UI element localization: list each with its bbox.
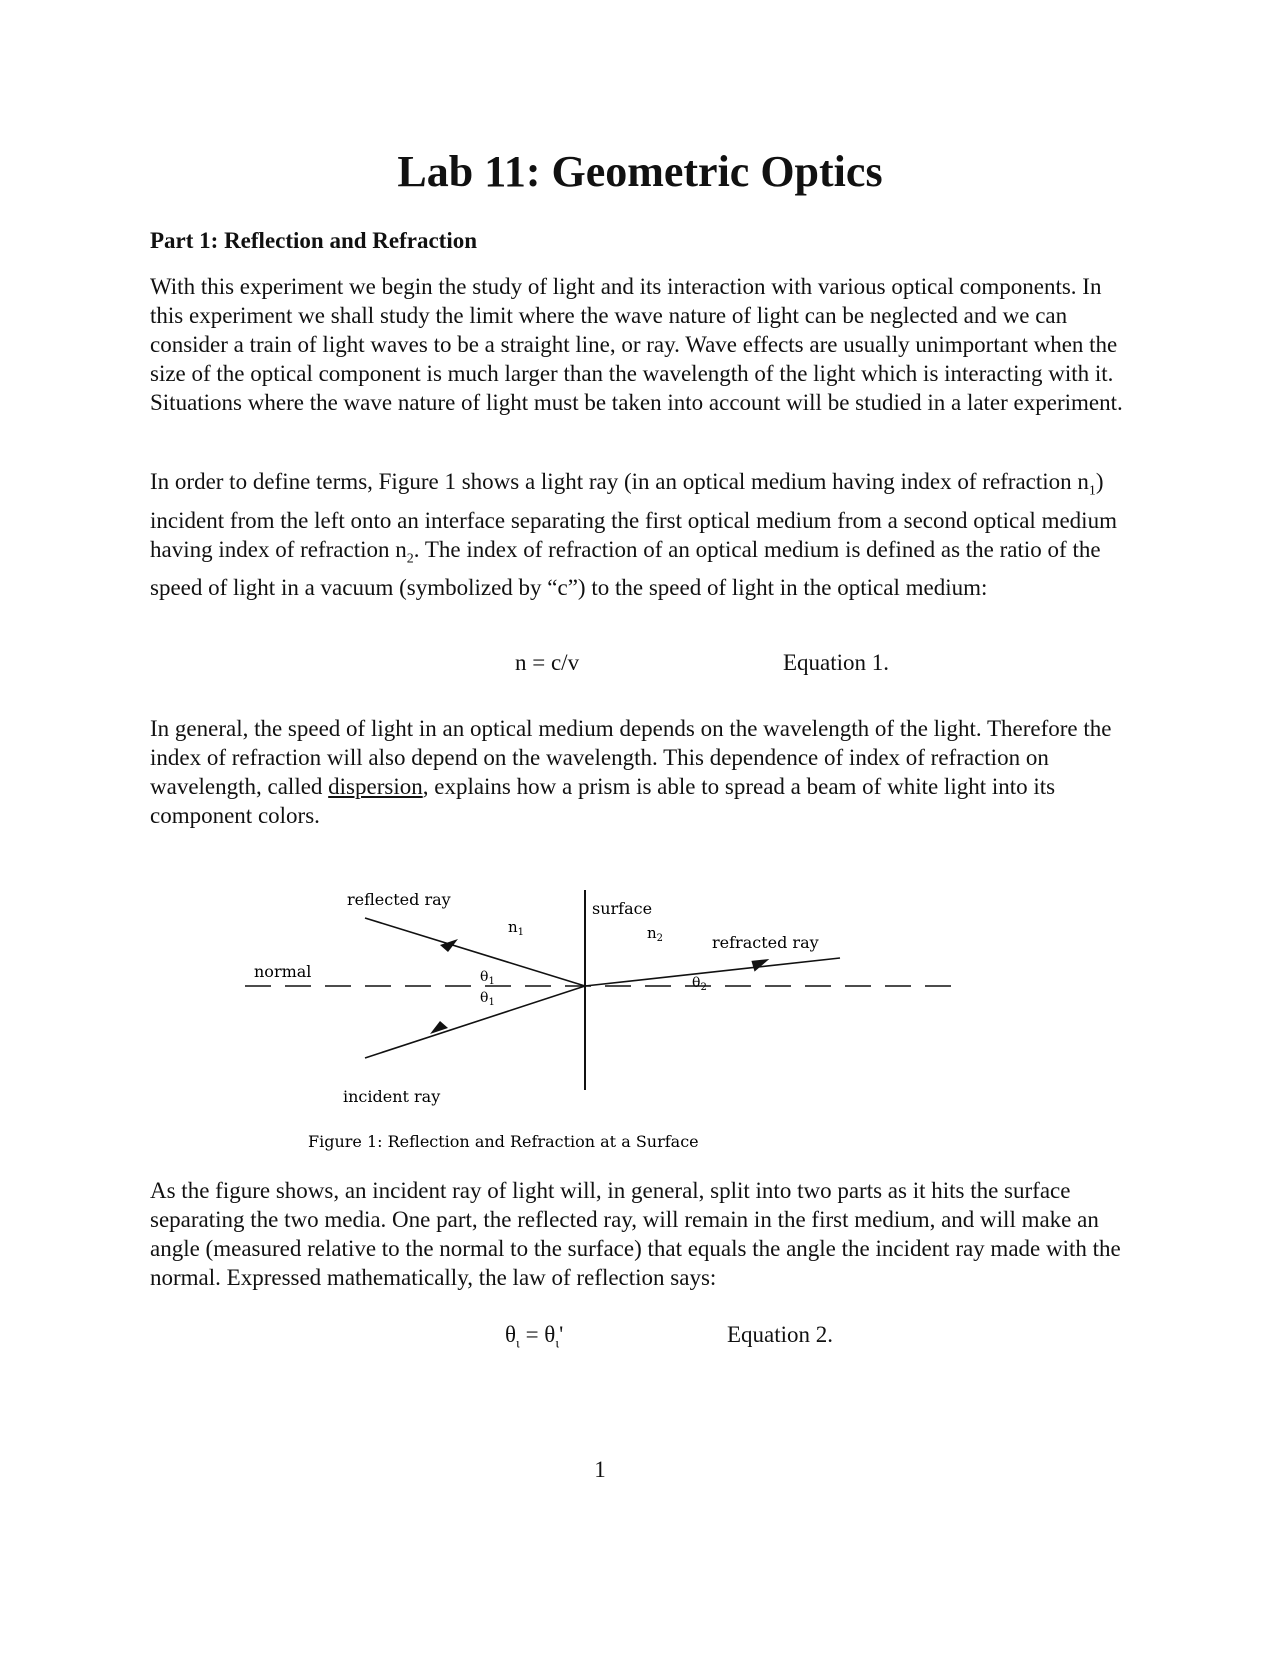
equation-theta: θ — [544, 1322, 556, 1347]
figure-caption: Figure 1: Reflection and Refraction at a Surface — [308, 1132, 699, 1151]
equation-theta: θ — [505, 1322, 517, 1347]
theta-symbol: θ — [480, 969, 489, 985]
theta-subscript: 1 — [488, 997, 495, 1008]
paragraph-intro: With this experiment we begin the study of light and its interaction with various optical components. In this experiment we shall study the limit where the wave nature of light can be neglected and we can consider a train of light waves to be a straight line, or ray. Wave effects are usually unimportant when the size of the optical component is much larger than the wavelength of the light which is interacting with it. Situations where the wave nature of light must be taken into account will be studied in a later experiment. — [150, 274, 1123, 415]
equation-subscript: ι — [516, 1336, 520, 1352]
label-n2 — [647, 924, 663, 944]
paragraph-dispersion — [150, 714, 1125, 830]
label-n1 — [508, 918, 524, 938]
equation-1-label: Equation 1. — [783, 650, 890, 675]
page-number: 1 — [594, 1457, 606, 1482]
refracted-ray-line — [585, 958, 840, 986]
subscript: 1 — [1088, 483, 1096, 499]
subscript: 2 — [406, 551, 414, 567]
theta-symbol: θ — [480, 990, 489, 1006]
section-heading: Part 1: Reflection and Refraction — [150, 228, 478, 253]
label-n2-base: n — [647, 924, 657, 942]
equation-subscript: ι — [555, 1336, 560, 1352]
label-reflected-ray: reflected ray — [347, 890, 451, 909]
reflected-ray-line — [365, 918, 585, 986]
label-theta2 — [692, 975, 707, 993]
equation-2-expression — [505, 1322, 563, 1353]
paragraph-text: . The index of refraction of an optical medium is defined as the ratio of the speed of light in a vacuum (symbolized by “c”) to the speed of light in the optical medium: — [150, 536, 1101, 601]
label-theta1-reflected — [480, 969, 495, 987]
paragraph-text: In order to define terms, Figure 1 shows a light ray (in an optical medium having index of refraction n — [150, 469, 1089, 494]
figure-reflection-refraction — [240, 890, 980, 1170]
label-n1-base: n — [508, 918, 518, 936]
paragraph-text: ) incident from the left onto an interface separating the first optical medium from a second optical medium having index of refraction n — [150, 469, 1117, 562]
label-n2-sub: 2 — [656, 933, 664, 944]
equation-equals: = — [519, 1322, 545, 1347]
equation-2-label: Equation 2. — [727, 1322, 834, 1347]
label-incident-ray: incident ray — [343, 1087, 441, 1106]
equation-1-expression: n = c/v — [515, 650, 580, 675]
paragraph-reflection: As the figure shows, an incident ray of light will, in general, split into two parts as it hits the surface separating the two media. One part, the reflected ray, will remain in the first medium, and will make an angle (measured relative to the normal to the surface) that equals the angle the incident ray made with the normal. Expressed mathematically, the law of reflection says: — [150, 1178, 1121, 1290]
paragraph-definitions — [150, 467, 1125, 602]
theta-subscript: 2 — [700, 982, 707, 993]
theta-subscript: 1 — [488, 976, 495, 987]
equation-prime: ' — [559, 1322, 564, 1347]
page-title: Lab 11: Geometric Optics — [397, 147, 883, 196]
paragraph-text: In general, the speed of light in an optical medium depends on the wavelength of the light. Therefore the index of refraction will also depend on the wavelength. This dependence of index of refraction on wavelength, called — [150, 716, 1112, 799]
incident-ray-line — [365, 986, 585, 1058]
theta-symbol: θ — [692, 975, 701, 991]
underlined-term: dispersion — [328, 774, 423, 799]
label-n1-sub: 1 — [517, 927, 525, 938]
paragraph-text: , explains how a prism is able to spread a beam of white light into its component colors. — [150, 774, 1056, 828]
label-normal: normal — [254, 962, 312, 981]
label-refracted-ray: refracted ray — [712, 933, 819, 952]
label-theta1-incident — [480, 990, 495, 1008]
label-surface: surface — [592, 899, 653, 918]
